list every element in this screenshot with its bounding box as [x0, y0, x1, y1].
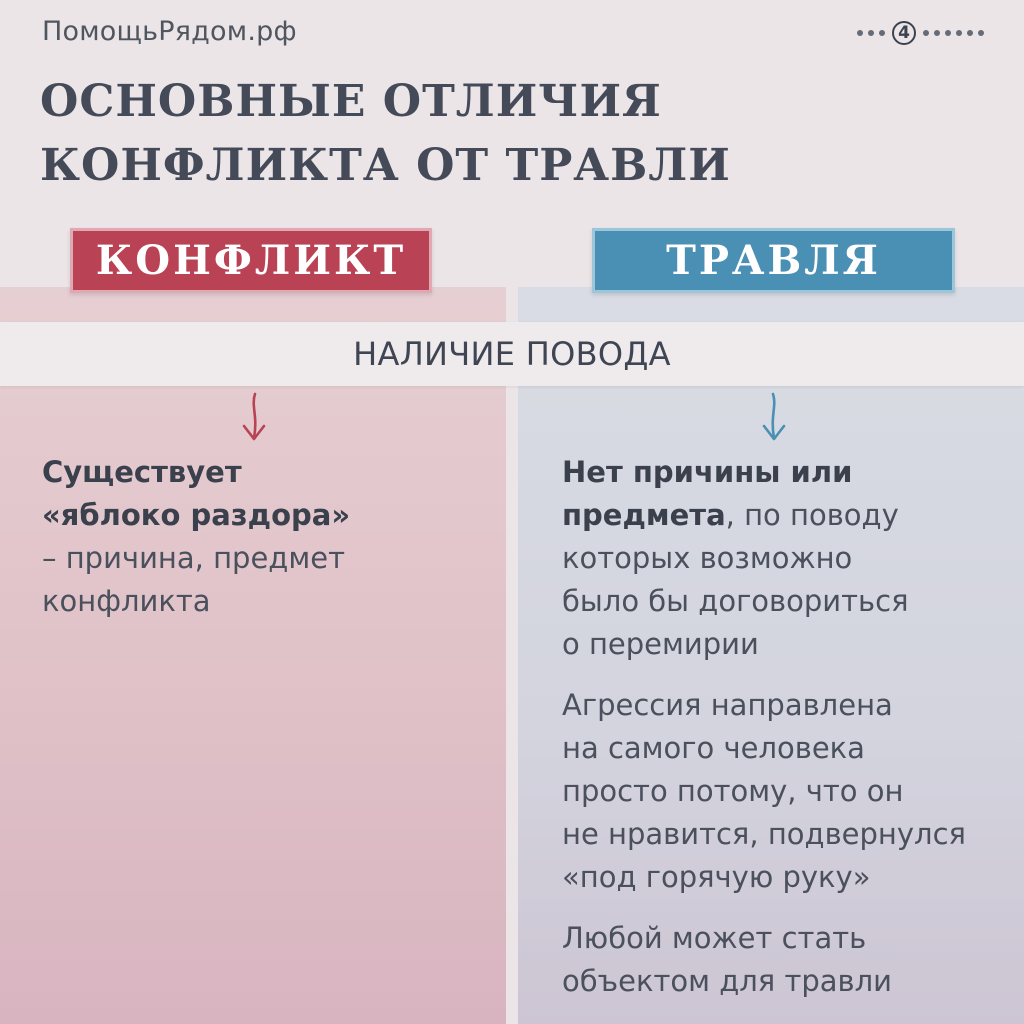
- pager-dot: [934, 30, 940, 36]
- arrow-down-icon: [758, 392, 790, 444]
- bullying-paragraph-2: [562, 684, 1002, 899]
- pager-dot: [857, 30, 863, 36]
- bullying-p2-line-1: Агрессия направлена: [562, 688, 893, 722]
- bullying-line-4: было бы договориться: [562, 584, 909, 618]
- criterion-banner: НАЛИЧИЕ ПОВОДА: [0, 322, 1024, 386]
- bullying-line-3: которых возможно: [562, 541, 853, 575]
- arrow-down-icon: [238, 392, 270, 444]
- conflict-line-3: – причина, предмет: [42, 541, 345, 575]
- pager-dot: [879, 30, 885, 36]
- bullying-bold-line-1: Нет причины или: [562, 455, 853, 489]
- conflict-label: КОНФЛИКТ: [70, 228, 432, 293]
- bullying-paragraph-1: [562, 451, 1002, 666]
- pager-dot: [956, 30, 962, 36]
- bullying-p2-line-3: просто потому, что он: [562, 774, 904, 808]
- pager-dot: [945, 30, 951, 36]
- bullying-p3-line-1: Любой может стать: [562, 921, 867, 955]
- bullying-p2-line-4: не нравится, подвернулся: [562, 817, 966, 851]
- bullying-label: ТРАВЛЯ: [592, 228, 955, 293]
- conflict-bold-line-1: Существует: [42, 455, 242, 489]
- bullying-bold-line-2: предмета: [562, 498, 726, 532]
- pager-dot: [923, 30, 929, 36]
- bullying-p3-line-2: объектом для травли: [562, 964, 893, 998]
- page-title: [40, 70, 731, 198]
- bullying-p2-line-5: «под горячую руку»: [562, 860, 871, 894]
- pager-current: 4: [892, 21, 916, 45]
- brand-name: ПомощьРядом.рф: [42, 16, 297, 47]
- bullying-p2-line-2: на самого человека: [562, 731, 865, 765]
- conflict-line-4: конфликта: [42, 584, 211, 618]
- pager-dot: [978, 30, 984, 36]
- title-line-1: ОСНОВНЫЕ ОТЛИЧИЯ: [40, 76, 662, 127]
- conflict-bold-line-2: «яблоко раздора»: [42, 498, 351, 532]
- bullying-paragraph-3: [562, 917, 1002, 1003]
- pager-dot: [868, 30, 874, 36]
- bullying-line-5: о перемирии: [562, 627, 759, 661]
- bullying-line-2-rest: , по поводу: [725, 498, 899, 532]
- pager-dot: [967, 30, 973, 36]
- bullying-description: [562, 451, 1002, 1021]
- slide-pager: [857, 21, 984, 45]
- title-line-2: КОНФЛИКТА ОТ ТРАВЛИ: [40, 140, 731, 191]
- conflict-description: [42, 451, 482, 623]
